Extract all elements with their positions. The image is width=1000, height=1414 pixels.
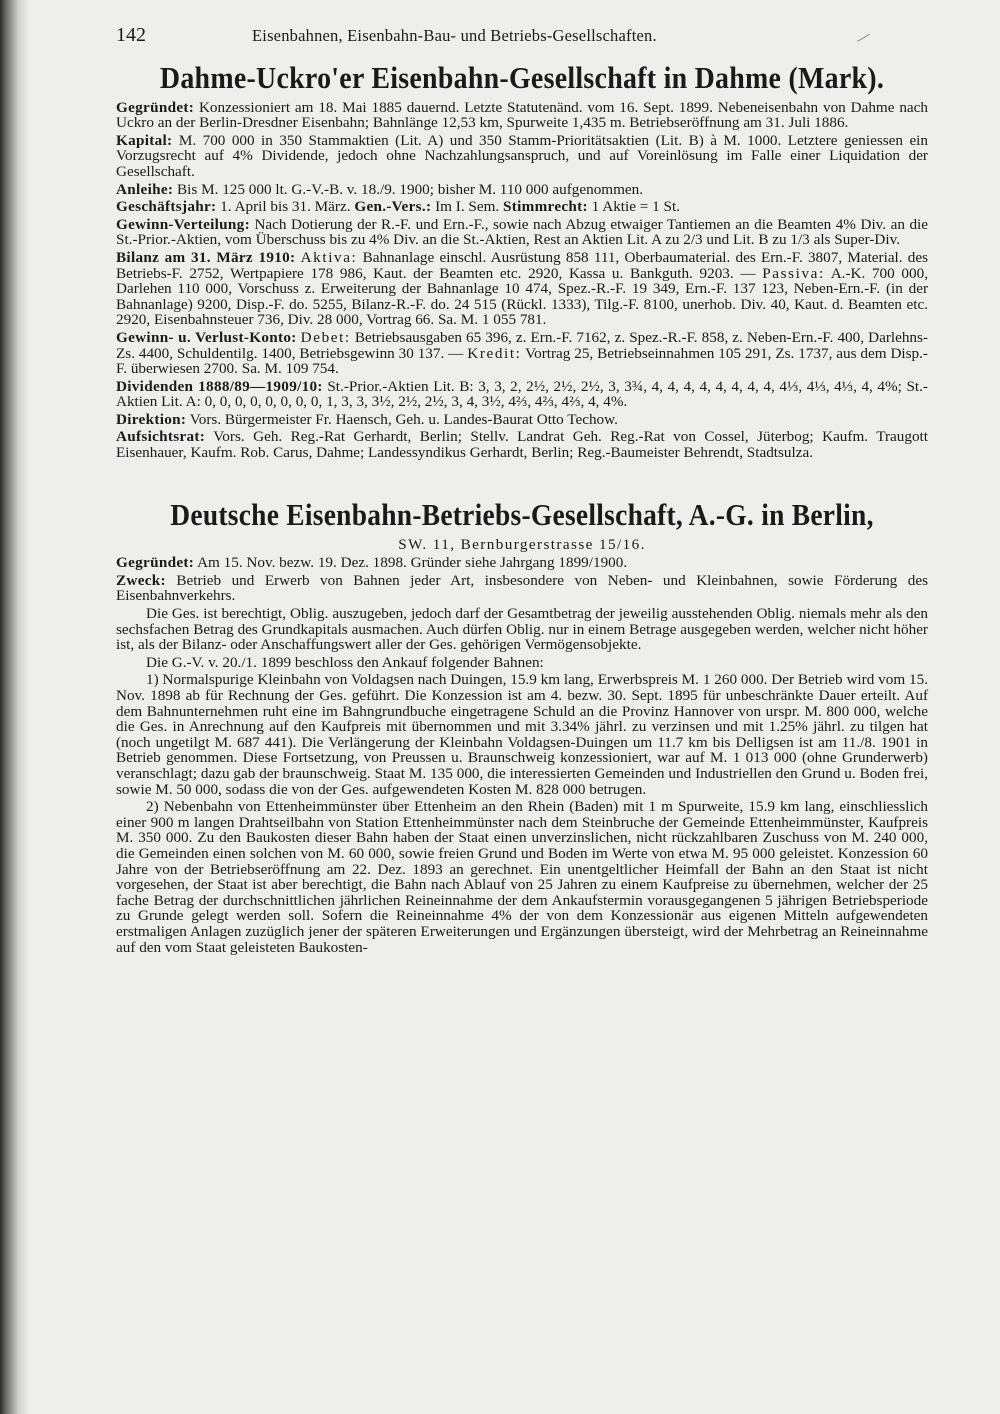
book-binding-edge (0, 0, 30, 1414)
entry-label: Kapital: (116, 131, 173, 149)
entry-gewinn-verteilung (116, 217, 928, 248)
entry-geschaeftsjahr (116, 199, 928, 215)
entry-text: Vortrag 25, Betriebseinnahmen 105 291, Zs. 1737, aus dem Disp.-F. überwiesen 2700. Sa. M. 109 754. (116, 344, 928, 378)
section-title-deutsche-eisenbahn: Deutsche Eisenbahn-Betriebs-Gesellschaft, A.-G. in Berlin, (170, 497, 874, 532)
entry-text: Betriebsausgaben 65 396, z. Ern.-F. 7162, z. Spez.-R.-F. 858, z. Neben-Ern.-F. 400, Darlehns-Zs. 4400, Schuldentilg. 1400, Betriebsgewinn 30 137. — (116, 328, 928, 362)
entry-text: Betrieb und Erwerb von Bahnen jeder Art, insbesondere von Neben- und Kleinbahnen, sowie Förderung des Eisenbahnverkehrs. (116, 571, 929, 605)
gen-vers-text: Im I. Sem. (435, 198, 500, 216)
page-content (116, 24, 929, 957)
entry-direktion (116, 412, 928, 428)
entry-dividenden (116, 379, 928, 410)
kredit-label: Kredit: (467, 344, 522, 362)
entry-text: Konzessioniert am 18. Mai 1885 dauernd. Letzte Statutenänd. vom 16. Sept. 1899. Nebeneisenbahn von Dahme nach Uckro an der Berlin-Dresdner Eisenbahn; Bahnlänge 12,53 km, Spurweite 1,435 m. Betriebseröffnung am 31. Juli 1886. (116, 98, 928, 132)
stimmrecht-label: Stimmrecht: (503, 198, 588, 216)
entry-label: Dividenden 1888/89—1909/10: (116, 377, 323, 395)
entry-label: Aufsichtsrat: (116, 428, 206, 446)
entry-text: Bis M. 125 000 lt. G.-V.-B. v. 18./9. 1900; bisher M. 110 000 aufgenommen. (177, 180, 644, 198)
entry-aufsichtsrat (116, 429, 928, 460)
entry-label: Direktion: (116, 410, 187, 428)
entry-text: M. 700 000 in 350 Stammaktien (Lit. A) und 350 Stamm-Prioritätsaktien (Lit. B) à M. 1000. Letztere geniessen ein Vorzugsrecht auf 4% Dividende, jedoch ohne Nachzahlungsanspruch, und auf Voreinlösung im Falle einer Liquidation der Gesellschaft. (116, 131, 928, 180)
body-paragraph: 2) Nebenbahn von Ettenheimmünster über Ettenheim an den Rhein (Baden) mit 1 m Spurweite, 15.9 km lang, einschliesslich einer 900 m langen Drahtseilbahn von Station Ettenheimmünster nach dem Steinbruche der Gemeinde Ettenheimmünster, Kaufpreis M. 350 000. Zu den Baukosten dieser Bahn haben der Staat einen unverzinslichen, nicht rückzahlbaren Zuschuss von M. 240 000, die Gemeinden einen solchen von M. 60 000, sowie freien Grund und Boden im Werte von etwa M. 95 000 geleistet. Konzession 60 Jahre von der Betriebseröffnung am 22. Dez. 1893 an gerechnet. Ein unentgeltlicher Heimfall der Bahn an den Staat ist nicht vorgesehen, der Staat ist aber berechtigt, die Bahn nach Ablauf von 25 Jahren zu einem Kaufpreise zu übernehmen, welcher der 25 fache Betrag der durchschnittlichen jährlichen Reineinnahme der dem Ankaufstermin vorausgegangenen 5 jährigen Betriebsperiode zu Grunde gelegt werden soll. Sofern die Reineinnahme 4% der von dem Konzessionär aus eigenen Mitteln aufgewendeten erstmaligen Anlagen zuzüglich jener der späteren Erweiterungen und Ergänzungen übersteigt, wird der Mehrbetrag an Reineinnahme auf den vom Staat geleisteten Baukosten- (116, 798, 928, 956)
entry-bilanz (116, 250, 928, 328)
entry-text: 1. April bis 31. März. (220, 198, 351, 216)
entry-gegruendet-2 (116, 555, 928, 571)
entry-text: Bahnanlage einschl. Ausrüstung 858 111, Oberbaumaterial. des Ern.-F. 3807, Material. des Betriebs-F. 2752, Wertpapiere 178 986, Kaut. der Beamten etc. 2920, Kassa u. Bankguth. 9203. — (116, 248, 929, 282)
entry-gegruendet (116, 100, 928, 131)
entry-kapital (116, 133, 928, 180)
entry-label: Gewinn-Verteilung: (116, 215, 250, 233)
entry-text: Vors. Geh. Reg.-Rat Gerhardt, Berlin; Stellv. Landrat Geh. Reg.-Rat von Cossel, Jüterbog; Kaufm. Traugott Eisenhauer, Kaufm. Rob. Carus, Dahme; Landessyndikus Gerhardt, Berlin; Reg.-Baumeister Behrendt, Stadtsulza. (116, 428, 929, 462)
body-paragraph: Die Ges. ist berechtigt, Oblig. auszugeben, jedoch darf der Gesamtbetrag der jeweilig ausstehenden Oblig. niemals mehr als den sechsfachen Betrag des Grundkapitals ausmachen. Auch dürfen Oblig. nur in einem Betrage ausgegeben werden, welcher nicht höher ist, als der Bilanz- oder Anschaffungswert aller der Ges. gehörigen Vermögensobjekte. (116, 605, 928, 654)
running-title: Eisenbahnen, Eisenbahn-Bau- und Betriebs-Gesellschaften. (252, 26, 657, 45)
entry-text: St.-Prior.-Aktien Lit. B: 3, 3, 2, 2½, 2½, 2½, 3, 3¾, 4, 4, 4, 4, 4, 4, 4, 4, 4⅓, 4⅓, 4⅓, 4, 4%; St.-Aktien Lit. A: 0, 0, 0, 0, 0, 0, 0, 0, 1, 3, 3, 3½, 2½, 2½, 3, 4, 3½, 4⅔, 4⅔, 4⅔, 4, 4%. (116, 377, 928, 411)
entry-gewinn-verlust (116, 330, 928, 377)
entry-label: Anleihe: (116, 180, 174, 198)
page-number: 142 (116, 24, 146, 46)
entry-text: Am 15. Nov. bezw. 19. Dez. 1898. Gründer siehe Jahrgang 1899/1900. (197, 554, 628, 572)
entry-text: Vors. Bürgermeister Fr. Haensch, Geh. u. Landes-Baurat Otto Techow. (189, 410, 618, 428)
entry-text: A.-K. 700 000, Darlehen 110 000, Vorschuss z. Erweiterung der Bahnanlage 10 474, Spez.-R.-F. 19 349, Ern.-F. 137 123, Neben-Ern.-F. (in der Bahnanlage) 9200, Disp.-F. do. 5255, Bilanz-R.-F. do. 24 515 (Rückl. 1333), Tilg.-F. 8100, unerhob. Div. 40, Kaut. d. Beamten etc. 2920, Eisenbahnsteuer 736, Div. 28 000, Vortrag 66. Sa. M. 1 055 781. (116, 264, 928, 329)
entry-anleihe (116, 182, 928, 198)
aktiva-label: Aktiva: (300, 248, 358, 266)
entry-text: Nach Dotierung der R.-F. und Ern.-F., sowie nach Abzug etwaiger Tantiemen an die Beamten 4% Div. an die St.-Prior.-Aktien, vom Überschuss bis zu 4% Div. an die St.-Aktien, Rest an Aktien Lit. A zu 2/3 und Lit. B zu 1/3 als Super-Div. (116, 215, 928, 249)
company-address: SW. 11, Bernburgerstrasse 15/16. (398, 535, 646, 553)
entry-label: Gegründet: (116, 98, 195, 116)
stimmrecht-text: 1 Aktie = 1 St. (591, 198, 680, 216)
entry-label: Gewinn- u. Verlust-Konto: (116, 328, 297, 346)
entry-label: Geschäftsjahr: (116, 198, 217, 216)
debet-label: Debet: (300, 328, 351, 346)
running-header (116, 24, 928, 46)
entry-label: Gegründet: (116, 554, 195, 572)
body-paragraph: 1) Normalspurige Kleinbahn von Voldagsen nach Duingen, 15.9 km lang, Erwerbspreis M. 1 260 000. Der Betrieb wird vom 15. Nov. 1898 ab für Rechnung der Ges. geführt. Die Konzession ist am 4. bezw. 30. Sept. 1895 für unbeschränkte Dauer erteilt. Auf dem Bahnunternehmen ruht eine im Bahngrundbuche eingetragene Schuld an die Provinz Hannover von urspr. M. 800 000, welche die Ges. in Anrechnung auf den Kaufpreis mit übernommen und mit 3.34% jährl. zu verzinsen und mit 1.25% jährl. zu tilgen hat (noch ungetilgt M. 687 441). Die Verlängerung der Kleinbahn Voldagsen-Duingen um 11.7 km bis Delligsen ist am 11./8. 1901 in Betrieb genommen. Diese Fortsetzung, von Preussen u. Braunschweig konzessioniert, war auf M. 1 013 000 (ohne Grunderwerb) veranschlagt; dazu gab der braunschweig. Staat M. 135 000, die interessierten Gemeinden und Industriellen den Grund u. Boden frei, sowie M. 50 000, sodass die von der Ges. aufgewendeten Kosten M. 828 000 betrugen. (116, 671, 928, 798)
entry-zweck (116, 573, 928, 604)
entry-label: Bilanz am 31. März 1910: (116, 248, 296, 266)
body-paragraph: Die G.-V. v. 20./1. 1899 beschloss den Ankauf folgender Bahnen: (146, 653, 544, 671)
section-title-dahme: Dahme-Uckro'er Eisenbahn-Gesellschaft in Dahme (Mark). (159, 59, 885, 95)
passiva-label: Passiva: (762, 264, 825, 282)
gen-vers-label: Gen.-Vers.: (354, 198, 432, 216)
entry-label: Zweck: (116, 571, 166, 589)
